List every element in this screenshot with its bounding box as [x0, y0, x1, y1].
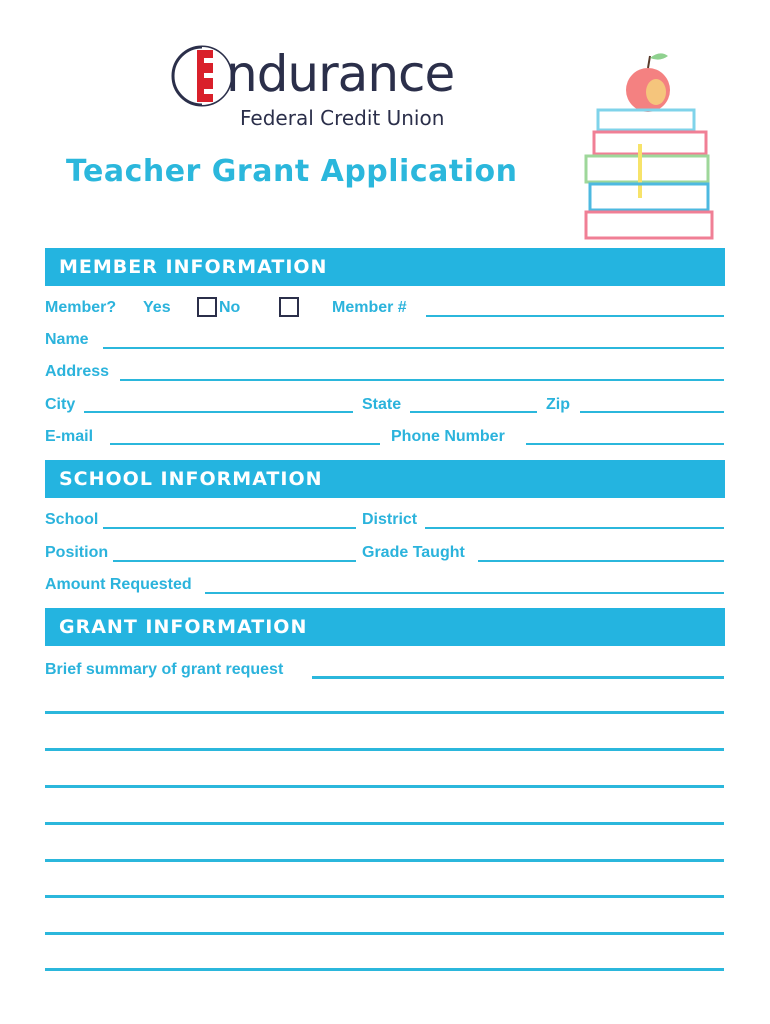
state-field[interactable] — [410, 411, 537, 413]
city-label: City — [45, 396, 76, 413]
state-label: State — [362, 396, 402, 413]
zip-label: Zip — [546, 396, 570, 413]
grant-summary-line[interactable] — [45, 748, 724, 751]
email-field[interactable] — [110, 443, 380, 445]
member-number-field[interactable] — [426, 315, 724, 317]
city-field[interactable] — [84, 411, 353, 413]
member-section-title: MEMBER INFORMATION — [59, 256, 328, 278]
district-field[interactable] — [425, 527, 724, 529]
amount-requested-field[interactable] — [205, 592, 724, 594]
member-question-label: Member? — [45, 299, 117, 316]
zip-field[interactable] — [580, 411, 724, 413]
address-field[interactable] — [120, 379, 724, 381]
district-label: District — [362, 511, 418, 528]
logo-subtitle: Federal Credit Union — [240, 106, 445, 130]
email-label: E-mail — [45, 428, 94, 445]
grant-summary-line[interactable] — [45, 895, 724, 898]
school-section-header — [45, 460, 725, 498]
member-number-label: Member # — [332, 299, 407, 316]
phone-field[interactable] — [526, 443, 724, 445]
phone-label: Phone Number — [391, 428, 505, 445]
logo-wordmark: ndurance — [226, 45, 455, 103]
position-label: Position — [45, 544, 109, 561]
grade-taught-label: Grade Taught — [362, 544, 465, 561]
member-section-header — [45, 248, 725, 286]
name-field[interactable] — [103, 347, 724, 349]
name-label: Name — [45, 331, 89, 348]
apple-icon — [626, 53, 670, 112]
school-field[interactable] — [103, 527, 356, 529]
grant-section-header — [45, 608, 725, 646]
no-label: No — [219, 299, 241, 316]
grade-taught-field[interactable] — [478, 560, 724, 562]
grant-summary-line[interactable] — [45, 968, 724, 971]
yes-label: Yes — [143, 299, 171, 316]
book-stack-icon — [580, 48, 720, 244]
page-title: Teacher Grant Application — [66, 154, 518, 189]
grant-summary-line[interactable] — [45, 785, 724, 788]
amount-requested-label: Amount Requested — [45, 576, 192, 593]
address-label: Address — [45, 363, 110, 380]
endurance-e-logo-icon — [170, 44, 234, 108]
grant-summary-line[interactable] — [45, 859, 724, 862]
school-section-title: SCHOOL INFORMATION — [59, 468, 323, 490]
grant-section-title: GRANT INFORMATION — [59, 616, 308, 638]
grant-summary-line[interactable] — [45, 711, 724, 714]
school-label: School — [45, 511, 99, 528]
yes-checkbox[interactable] — [197, 297, 217, 317]
position-field[interactable] — [113, 560, 356, 562]
grant-summary-field[interactable] — [312, 676, 724, 679]
grant-summary-line[interactable] — [45, 822, 724, 825]
grant-summary-label: Brief summary of grant request — [45, 661, 284, 678]
no-checkbox[interactable] — [279, 297, 299, 317]
grant-summary-line[interactable] — [45, 932, 724, 935]
